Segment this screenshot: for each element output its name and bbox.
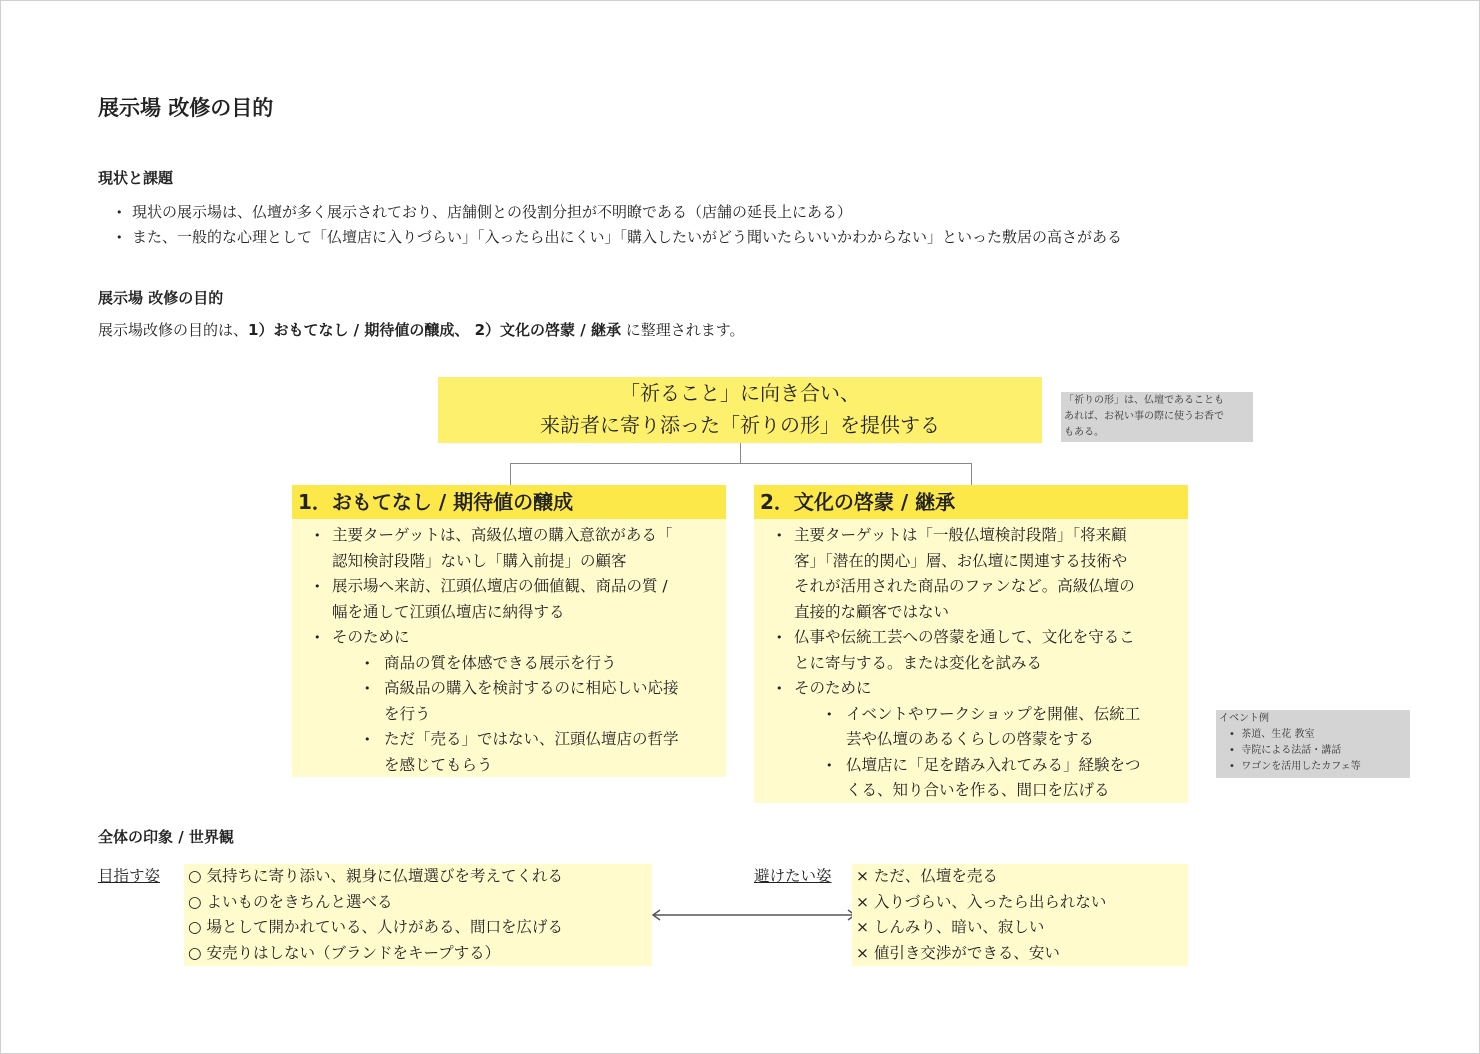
- list-item: • 現状の展示場は、仏壇が多く展示されており、店舗側との役割分担が不明瞭である（店舗の延長上にある）: [110, 200, 1410, 225]
- list-item: • ただ「売る」ではない、江頭仏壇店の哲学: [292, 727, 726, 753]
- box2-body: [754, 519, 1188, 803]
- purpose-intro-bold: 1）おもてなし / 期待値の醸成、 2）文化の啓蒙 / 継承: [248, 321, 621, 339]
- list-item: • 仏壇店に「足を踏み入れてみる」経験をつ: [754, 753, 1188, 779]
- connector-right: [971, 463, 972, 485]
- list-item: とに寄与する。または変化を試みる: [794, 653, 1043, 672]
- list-item: • そのために: [292, 625, 726, 651]
- purpose-intro-suffix: に整理されます。: [620, 321, 745, 339]
- purpose-heading: 展示場 改修の目的: [98, 289, 224, 307]
- avoid-label: 避けたい姿: [754, 867, 832, 885]
- event-item: ワゴンを活用したカフェ等: [1241, 761, 1361, 772]
- inori-note-line2: あれば、お祝い事の際に使うお香で: [1064, 411, 1224, 422]
- main-goal-box: [438, 377, 1042, 443]
- current-heading: 現状と課題: [98, 169, 174, 187]
- list-item: くる、知り合いを作る、間口を広げる: [846, 781, 1110, 799]
- list-item: • 高級品の購入を検討するのに相応しい応接: [292, 676, 726, 702]
- list-item: • 商品の質を体感できる展示を行う: [292, 651, 726, 677]
- list-item: ○ 気持ちに寄り添い、親身に仏壇選びを考えてくれる: [188, 867, 563, 885]
- list-item: • 仏事や伝統工芸への啓蒙を通して、文化を守るこ: [754, 625, 1188, 651]
- list-item: 直接的な顧客ではない: [794, 602, 950, 621]
- list-item: • イベントやワークショップを開催、伝統工: [754, 702, 1188, 728]
- main-goal-line1: 「祈ること」に向き合い、: [620, 381, 860, 405]
- event-item: 寺院による法話・講話: [1241, 745, 1342, 756]
- inori-note: [1061, 392, 1253, 442]
- current-bullets: [110, 200, 1410, 250]
- event-item: 茶道、生花 教室: [1241, 729, 1315, 740]
- list-item: • 寺院による法話・講話: [1229, 745, 1342, 756]
- page-title: 展示場 改修の目的: [98, 96, 274, 120]
- list-item: • 主要ターゲットは「一般仏壇検討段階」「将来顧: [754, 523, 1188, 549]
- ideal-label: 目指す姿: [98, 867, 161, 885]
- list-item: • 展示場へ来訪、江頭仏壇店の価値観、商品の質 /: [292, 574, 726, 600]
- inori-note-line3: もある。: [1064, 427, 1104, 438]
- box1-header: 1．おもてなし / 期待値の醸成: [292, 485, 726, 519]
- avoid-box: [852, 864, 1188, 966]
- list-item: 芸や仏壇のあるくらしの啓蒙をする: [846, 730, 1095, 748]
- list-item: • 主要ターゲットは、高級仏壇の購入意欲がある「: [292, 523, 726, 549]
- list-item: を行う: [384, 704, 431, 723]
- connector-vertical: [740, 443, 741, 463]
- connector-left: [510, 463, 511, 485]
- list-item: 認知検討段階」ないし「購入前提」の顧客: [332, 551, 627, 570]
- list-item: × ただ、仏壇を売る: [856, 867, 998, 885]
- impression-heading: 全体の印象 / 世界観: [98, 828, 234, 846]
- inori-note-line1: 「祈りの形」は、仏壇であることも: [1064, 395, 1224, 406]
- list-item: • また、一般的な心理として「仏壇店に入りづらい」「入ったら出にくい」「購入したいがどう聞いたらいいかわからない」といった敷居の高さがある: [110, 225, 1410, 250]
- list-item: を感じてもらう: [384, 755, 493, 774]
- box2-header: 2．文化の啓蒙 / 継承: [754, 485, 1188, 519]
- purpose-intro-prefix: 展示場改修の目的は、: [98, 321, 249, 339]
- list-item: それが活用された商品のファンなど。高級仏壇の: [794, 577, 1135, 595]
- ideal-box: [184, 864, 652, 966]
- main-goal-line2: 来訪者に寄り添った「祈りの形」を提供する: [540, 413, 940, 437]
- list-item: × 入りづらい、入ったら出られない: [856, 892, 1107, 911]
- list-item: ○ 場として開かれている、人けがある、間口を広げる: [188, 918, 563, 936]
- list-item: 幅を通して江頭仏壇店に納得する: [332, 602, 565, 621]
- purpose-intro: [98, 319, 745, 340]
- double-arrow-icon: [650, 905, 858, 925]
- list-item: 客」「潜在的関心」層、お仏壇に関連する技術や: [794, 551, 1128, 570]
- list-item: • そのために: [754, 676, 1188, 702]
- list-item: × 値引き交渉ができる、安い: [856, 943, 1060, 962]
- list-item: • 茶道、生花 教室: [1229, 729, 1315, 740]
- list-item: ○ よいものをきちんと選べる: [188, 892, 393, 911]
- box1-body: [292, 519, 726, 777]
- event-note-title: イベント例: [1219, 713, 1269, 724]
- list-item: ○ 安売りはしない（ブランドをキープする）: [188, 943, 501, 962]
- connector-horizontal: [510, 463, 972, 464]
- event-note: [1216, 710, 1410, 778]
- list-item: × しんみり、暗い、寂しい: [856, 918, 1045, 936]
- list-item: • ワゴンを活用したカフェ等: [1229, 761, 1361, 772]
